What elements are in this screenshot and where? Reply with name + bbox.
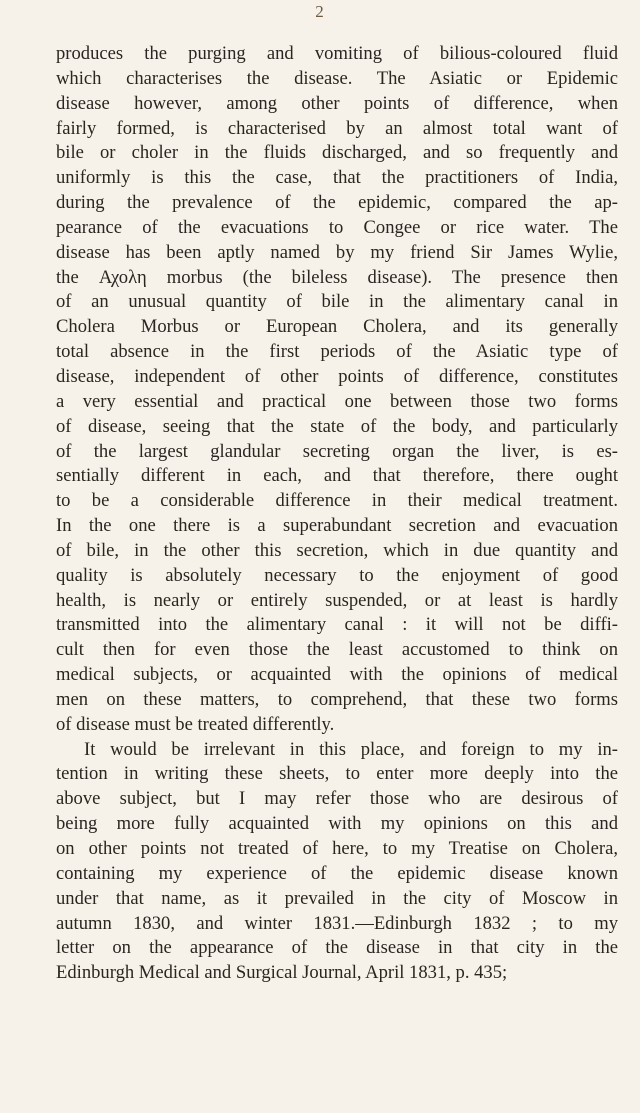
text-line: cult then for even those the least accustomed to think on	[56, 639, 618, 661]
text-line: of disease, seeing that the state of the body, and particularly	[56, 415, 618, 437]
text-line: produces the purging and vomiting of bilious-coloured fluid	[56, 43, 618, 64]
text-line: which characterises the disease. The Asiatic or Epidemic	[56, 67, 618, 89]
text-line: of disease must be treated differently.	[56, 713, 335, 735]
text-line: men on these matters, to comprehend, that these two forms	[56, 688, 618, 710]
text-line: health, is nearly or entirely suspended, or at least is hardly	[56, 589, 618, 611]
page-mark: 2	[315, 2, 325, 21]
text-line: In the one there is a superabundant secretion and evacuation	[56, 515, 618, 537]
text-line: pearance of the evacuations to Congee or rice water. The	[56, 216, 618, 238]
text-line: the Αχολη morbus (the bileless disease). The presence then	[56, 266, 618, 288]
text-line: of bile, in the other this secretion, which in due quantity and	[56, 539, 618, 561]
text-line: bile or choler in the fluids discharged, and so frequently and	[56, 142, 618, 164]
text-line: Cholera Morbus or European Cholera, and its generally	[56, 316, 618, 338]
text-line: under that name, as it prevailed in the city of Moscow in	[56, 887, 618, 909]
paragraph-2	[56, 738, 618, 986]
text-line: fairly formed, is characterised by an almost total want of	[56, 117, 618, 139]
text-line: containing my experience of the epidemic disease known	[56, 862, 618, 884]
text-line: It would be irrelevant in this place, and foreign to my in-	[84, 738, 618, 760]
text-line: letter on the appearance of the disease in that city in the	[56, 937, 618, 959]
text-line: tention in writing these sheets, to enter more deeply into the	[56, 763, 618, 785]
text-line: to be a considerable difference in their medical treatment.	[56, 490, 618, 512]
text-line: a very essential and practical one between those two forms	[56, 390, 618, 412]
text-line: of the largest glandular secreting organ the liver, is es-	[56, 440, 618, 462]
text-line: sentially different in each, and that therefore, there ought	[56, 465, 618, 487]
text-line: disease has been aptly named by my friend Sir James Wylie,	[56, 241, 618, 263]
text-line: above subject, but I may refer those who are desirous of	[56, 788, 618, 810]
text-line: disease however, among other points of difference, when	[56, 92, 618, 114]
text-line: being more fully acquainted with my opinions on this and	[56, 813, 618, 835]
paragraph-1	[56, 42, 618, 738]
text-line: medical subjects, or acquainted with the opinions of medical	[56, 664, 618, 686]
text-line: on other points not treated of here, to my Treatise on Cholera,	[56, 838, 618, 859]
text-line: total absence in the first periods of the Asiatic type of	[56, 341, 618, 363]
text-line: Edinburgh Medical and Surgical Journal, April 1831, p. 435;	[56, 962, 508, 984]
text-line: quality is absolutely necessary to the enjoyment of good	[56, 564, 618, 586]
body-text	[56, 42, 618, 986]
text-line: autumn 1830, and winter 1831.—Edinburgh 1832 ; to my	[56, 912, 618, 934]
text-line: uniformly is this the case, that the practitioners of India,	[56, 167, 618, 189]
text-line: disease, independent of other points of difference, constitutes	[56, 365, 618, 387]
text-line: of an unusual quantity of bile in the alimentary canal in	[56, 291, 618, 313]
text-line: transmitted into the alimentary canal : it will not be diffi-	[56, 614, 618, 636]
text-line: during the prevalence of the epidemic, compared the ap-	[56, 192, 618, 214]
